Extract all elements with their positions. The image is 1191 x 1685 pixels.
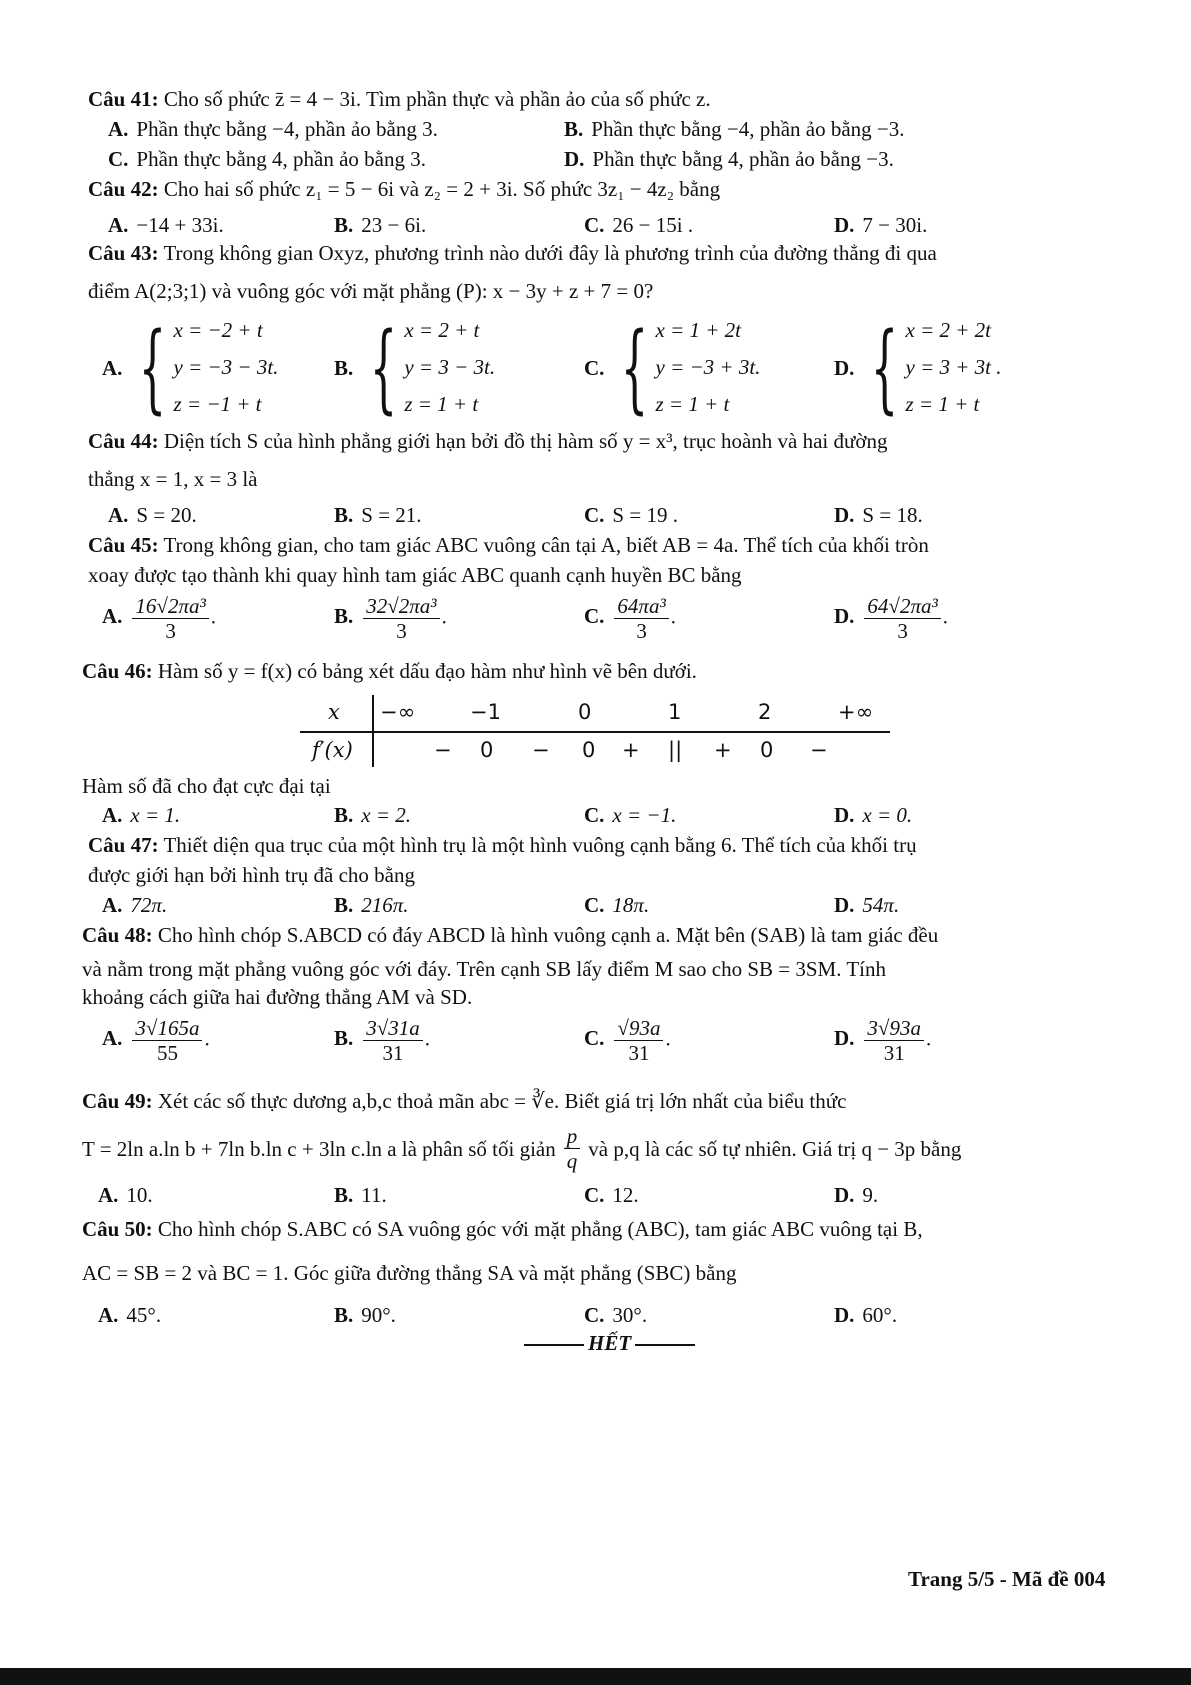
table-cell: 0 — [480, 738, 494, 762]
brace-icon: { — [871, 311, 899, 424]
option-b — [334, 1182, 387, 1208]
option-text: x = 2. — [361, 803, 412, 827]
equation-row: x = 2 + t — [404, 318, 480, 342]
equation-row: z = −1 + t — [173, 392, 262, 416]
question-48-cont: khoảng cách giữa hai đường thẳng AM và SD. — [82, 985, 473, 1009]
table-cell: + — [622, 738, 640, 762]
option-letter: C. — [584, 893, 605, 917]
question-45-cont: xoay được tạo thành khi quay hình tam giác ABC quanh cạnh huyền BC bằng — [88, 563, 742, 587]
brace-icon: { — [139, 311, 167, 424]
option-text: Phần thực bằng −4, phần ảo bằng −3. — [591, 117, 905, 141]
punctuation: . — [210, 604, 217, 629]
end-text: HẾT — [588, 1331, 632, 1355]
question-label: Câu 49: — [82, 1089, 153, 1113]
table-cell: 0 — [760, 738, 774, 762]
option-a — [108, 212, 224, 238]
equation-row: z = 1 + t — [404, 392, 479, 416]
option-d — [834, 1302, 897, 1328]
punctuation: . — [424, 1026, 431, 1051]
equation-row: x = 1 + 2t — [655, 318, 741, 342]
option-letter: D. — [564, 147, 585, 171]
table-cell: −∞ — [380, 700, 416, 724]
option-b — [334, 1016, 430, 1065]
option-d — [834, 1016, 931, 1065]
option-letter: D. — [834, 604, 855, 629]
denominator: q — [566, 1149, 578, 1173]
option-text: 12. — [612, 1183, 639, 1207]
equation-row: y = 3 − 3t. — [404, 355, 496, 379]
option-letter: A. — [108, 503, 129, 527]
fraction — [363, 1016, 423, 1065]
option-a — [102, 594, 216, 643]
question-47 — [88, 832, 917, 858]
option-c — [584, 802, 676, 828]
option-letter: B. — [334, 1303, 354, 1327]
option-letter: C. — [584, 355, 605, 380]
option-text: Phần thực bằng 4, phần ảo bằng −3. — [592, 147, 894, 171]
question-46 — [82, 658, 697, 684]
option-b — [334, 1302, 396, 1328]
table-cell: + — [714, 738, 732, 762]
option-text: S = 21. — [361, 503, 422, 527]
option-letter: B. — [334, 803, 354, 827]
question-text: Cho số phức z̄ = 4 − 3i. Tìm phần thực và phần ảo của số phức z. — [163, 87, 711, 111]
question-label: Câu 42: — [88, 177, 159, 201]
punctuation: . — [925, 1026, 932, 1051]
option-letter: A. — [98, 1303, 119, 1327]
option-text: 216π. — [361, 893, 409, 917]
option-letter: B. — [334, 1026, 354, 1051]
option-text: x = 0. — [862, 803, 913, 827]
question-44 — [88, 428, 887, 454]
question-43 — [88, 240, 937, 266]
option-c — [584, 312, 760, 423]
option-d — [834, 212, 927, 238]
punctuation: . — [670, 604, 676, 629]
numerator: p — [564, 1124, 581, 1149]
denominator: 31 — [883, 1041, 905, 1065]
question-label: Câu 45: — [88, 533, 159, 557]
option-a — [102, 892, 167, 918]
option-letter: A. — [98, 1183, 119, 1207]
divider — [524, 1344, 584, 1346]
question-46-cont: Hàm số đã cho đạt cực đại tại — [82, 774, 331, 798]
divider — [635, 1344, 695, 1346]
option-a — [98, 1182, 153, 1208]
table-cell: − — [532, 738, 550, 762]
option-c — [584, 1182, 639, 1208]
punctuation: . — [942, 604, 949, 629]
option-letter: A. — [108, 117, 129, 141]
question-50-cont: AC = SB = 2 và BC = 1. Góc giữa đường thẳng SA và mặt phẳng (SBC) bằng — [82, 1261, 737, 1285]
brace-icon: { — [621, 311, 649, 424]
numerator: 3√165a — [132, 1016, 202, 1041]
option-letter: A. — [102, 1026, 123, 1051]
numerator: 16√2πa³ — [132, 594, 208, 619]
option-letter: B. — [334, 355, 354, 380]
question-text: Thiết diện qua trục của một hình trụ là một hình vuông cạnh bằng 6. Thể tích của khối trụ — [163, 833, 917, 857]
option-letter: B. — [334, 604, 354, 629]
question-43-cont: điểm A(2;3;1) và vuông góc với mặt phẳng (P): x − 3y + z + 7 = 0? — [88, 279, 654, 303]
option-letter: C. — [584, 503, 605, 527]
option-b — [334, 502, 422, 528]
scan-edge — [0, 1668, 1191, 1685]
question-47-cont: được giới hạn bởi hình trụ đã cho bằng — [88, 863, 415, 887]
denominator: 3 — [396, 619, 407, 643]
option-letter: D. — [834, 803, 855, 827]
option-text: Phần thực bằng −4, phần ảo bằng 3. — [136, 117, 438, 141]
option-text: S = 19 . — [612, 503, 678, 527]
equation-row: y = 3 + 3t . — [905, 355, 1002, 379]
option-text: 90°. — [361, 1303, 396, 1327]
table-cell: || — [668, 738, 683, 762]
equation-row: x = −2 + t — [173, 318, 263, 342]
option-c — [584, 502, 678, 528]
option-c — [108, 146, 426, 172]
fraction — [363, 594, 439, 643]
numerator: 32√2πa³ — [363, 594, 439, 619]
denominator: 3 — [165, 619, 176, 643]
option-letter: B. — [564, 117, 584, 141]
option-text: x = 1. — [130, 803, 181, 827]
fraction — [864, 1016, 924, 1065]
denominator: 31 — [382, 1041, 404, 1065]
question-text: Cho hình chóp S.ABC có SA vuông góc với mặt phẳng (ABC), tam giác ABC vuông tại B, — [157, 1217, 923, 1241]
denominator: 31 — [628, 1041, 650, 1065]
option-letter: C. — [584, 213, 605, 237]
option-d — [564, 146, 894, 172]
question-44-cont: thẳng x = 1, x = 3 là — [88, 467, 258, 491]
option-letter: B. — [334, 213, 354, 237]
option-text: Phần thực bằng 4, phần ảo bằng 3. — [136, 147, 426, 171]
question-text: Cho hai số phức z₁ = 5 − 6i và z₂ = 2 + 3i. Số phức 3z₁ − 4z₂ bằng — [163, 177, 721, 201]
option-b — [334, 892, 409, 918]
table-cell: − — [434, 738, 452, 762]
question-label: Câu 48: — [82, 923, 153, 947]
option-text: x = −1. — [612, 803, 677, 827]
option-letter: D. — [834, 1303, 855, 1327]
table-cell: − — [810, 738, 828, 762]
option-c — [584, 594, 676, 643]
fraction — [864, 594, 940, 643]
question-text: Trong không gian Oxyz, phương trình nào dưới đây là phương trình của đường thẳng đi qua — [163, 241, 937, 265]
punctuation: . — [204, 1026, 210, 1051]
question-text: Cho hình chóp S.ABCD có đáy ABCD là hình vuông cạnh a. Mặt bên (SAB) là tam giác đều — [157, 923, 939, 947]
option-d — [834, 502, 923, 528]
equation-row: y = −3 + 3t. — [655, 355, 761, 379]
question-text: Xét các số thực dương a,b,c thoả mãn abc = ∛e. Biết giá trị lớn nhất của biểu thức — [157, 1089, 847, 1113]
question-label: Câu 43: — [88, 241, 159, 265]
question-45 — [88, 532, 929, 558]
option-letter: C. — [584, 604, 605, 629]
option-text: 54π. — [862, 893, 900, 917]
table-divider — [372, 695, 374, 767]
table-divider — [300, 731, 890, 733]
equation-row: z = 1 + t — [905, 392, 980, 416]
question-label: Câu 46: — [82, 659, 153, 683]
option-letter: C. — [584, 1183, 605, 1207]
option-d — [834, 312, 1002, 423]
option-letter: D. — [834, 355, 855, 380]
option-letter: B. — [334, 503, 354, 527]
option-text: 23 − 6i. — [361, 213, 427, 237]
option-letter: A. — [108, 213, 129, 237]
question-49 — [82, 1088, 846, 1114]
question-41 — [88, 86, 711, 112]
table-cell: 0 — [582, 738, 596, 762]
option-text: 7 − 30i. — [862, 213, 928, 237]
option-text: 72π. — [130, 893, 168, 917]
fraction — [614, 594, 668, 643]
option-letter: C. — [584, 803, 605, 827]
option-text: 10. — [126, 1183, 153, 1207]
option-text: 45°. — [126, 1303, 162, 1327]
question-text: Trong không gian, cho tam giác ABC vuông cân tại A, biết AB = 4a. Thể tích của khối tròn — [163, 533, 929, 557]
option-letter: D. — [834, 1183, 855, 1207]
option-b — [334, 594, 447, 643]
page-footer: Trang 5/5 - Mã đề 004 — [908, 1567, 1106, 1591]
option-text: 9. — [862, 1183, 879, 1207]
numerator: √93a — [614, 1016, 663, 1041]
option-text: S = 18. — [862, 503, 923, 527]
option-b — [334, 312, 495, 423]
numerator: 3√31a — [363, 1016, 423, 1041]
question-text: T = 2ln a.ln b + 7ln b.ln c + 3ln c.ln a là phân số tối giản — [82, 1136, 556, 1161]
denominator: 3 — [897, 619, 908, 643]
option-a — [98, 1302, 161, 1328]
question-50 — [82, 1216, 923, 1242]
option-text: S = 20. — [136, 503, 197, 527]
equation-row: z = 1 + t — [655, 392, 730, 416]
question-label: Câu 44: — [88, 429, 159, 453]
option-c — [584, 212, 693, 238]
table-header-x: x — [328, 700, 340, 724]
equation-row: y = −3 − 3t. — [173, 355, 279, 379]
option-letter: D. — [834, 503, 855, 527]
numerator: 3√93a — [864, 1016, 924, 1041]
option-letter: A. — [102, 355, 123, 380]
question-label: Câu 41: — [88, 87, 159, 111]
option-letter: A. — [102, 893, 123, 917]
brace-icon: { — [370, 311, 398, 424]
option-a — [102, 312, 278, 423]
question-label: Câu 47: — [88, 833, 159, 857]
question-text: và p,q là các số tự nhiên. Giá trị q − 3p bằng — [588, 1136, 962, 1161]
denominator: 3 — [636, 619, 647, 643]
punctuation: . — [665, 1026, 671, 1051]
option-c — [584, 1302, 647, 1328]
table-cell: 1 — [668, 700, 682, 724]
sign-table — [300, 695, 890, 767]
option-letter: C. — [108, 147, 129, 171]
numerator: 64πa³ — [614, 594, 668, 619]
end-marker — [520, 1330, 699, 1356]
option-a — [108, 116, 438, 142]
table-cell: 0 — [578, 700, 592, 724]
option-d — [834, 892, 899, 918]
question-text: Diện tích S của hình phẳng giới hạn bởi đồ thị hàm số y = x³, trục hoành và hai đường — [163, 429, 888, 453]
option-text: −14 + 33i. — [136, 213, 224, 237]
option-c — [584, 892, 649, 918]
question-48-cont: và nằm trong mặt phẳng vuông góc với đáy. Trên cạnh SB lấy điểm M sao cho SB = 3SM. Tính — [82, 957, 886, 981]
question-label: Câu 50: — [82, 1217, 153, 1241]
equation-row: x = 2 + 2t — [905, 318, 991, 342]
option-letter: A. — [102, 803, 123, 827]
option-letter: C. — [584, 1303, 605, 1327]
question-text: Hàm số y = f(x) có bảng xét dấu đạo hàm như hình vẽ bên dưới. — [157, 659, 697, 683]
option-text: 30°. — [612, 1303, 648, 1327]
question-48 — [82, 922, 938, 948]
fraction — [132, 1016, 202, 1065]
fraction — [132, 594, 208, 643]
option-letter: D. — [834, 213, 855, 237]
option-text: 11. — [361, 1183, 387, 1207]
table-cell: −1 — [470, 700, 501, 724]
option-letter: C. — [584, 1026, 605, 1051]
question-49-cont — [82, 1124, 961, 1173]
option-a — [102, 802, 180, 828]
option-b — [334, 212, 426, 238]
option-d — [834, 594, 948, 643]
option-letter: D. — [834, 893, 855, 917]
option-b — [564, 116, 905, 142]
table-cell: 2 — [758, 700, 772, 724]
option-letter: B. — [334, 893, 354, 917]
option-letter: B. — [334, 1183, 354, 1207]
option-a — [108, 502, 197, 528]
numerator: 64√2πa³ — [864, 594, 940, 619]
option-text: 60°. — [862, 1303, 898, 1327]
option-d — [834, 802, 912, 828]
option-d — [834, 1182, 878, 1208]
denominator: 55 — [156, 1041, 178, 1065]
question-42 — [88, 176, 720, 202]
option-text: 26 − 15i . — [612, 213, 694, 237]
option-text: 18π. — [612, 893, 650, 917]
table-header-fprime: f′(x) — [312, 738, 353, 762]
option-letter: A. — [102, 604, 123, 629]
option-a — [102, 1016, 210, 1065]
option-c — [584, 1016, 671, 1065]
punctuation: . — [441, 604, 447, 629]
fraction — [614, 1016, 663, 1065]
fraction — [564, 1124, 581, 1173]
table-cell: +∞ — [838, 700, 874, 724]
option-letter: D. — [834, 1026, 855, 1051]
option-b — [334, 802, 411, 828]
